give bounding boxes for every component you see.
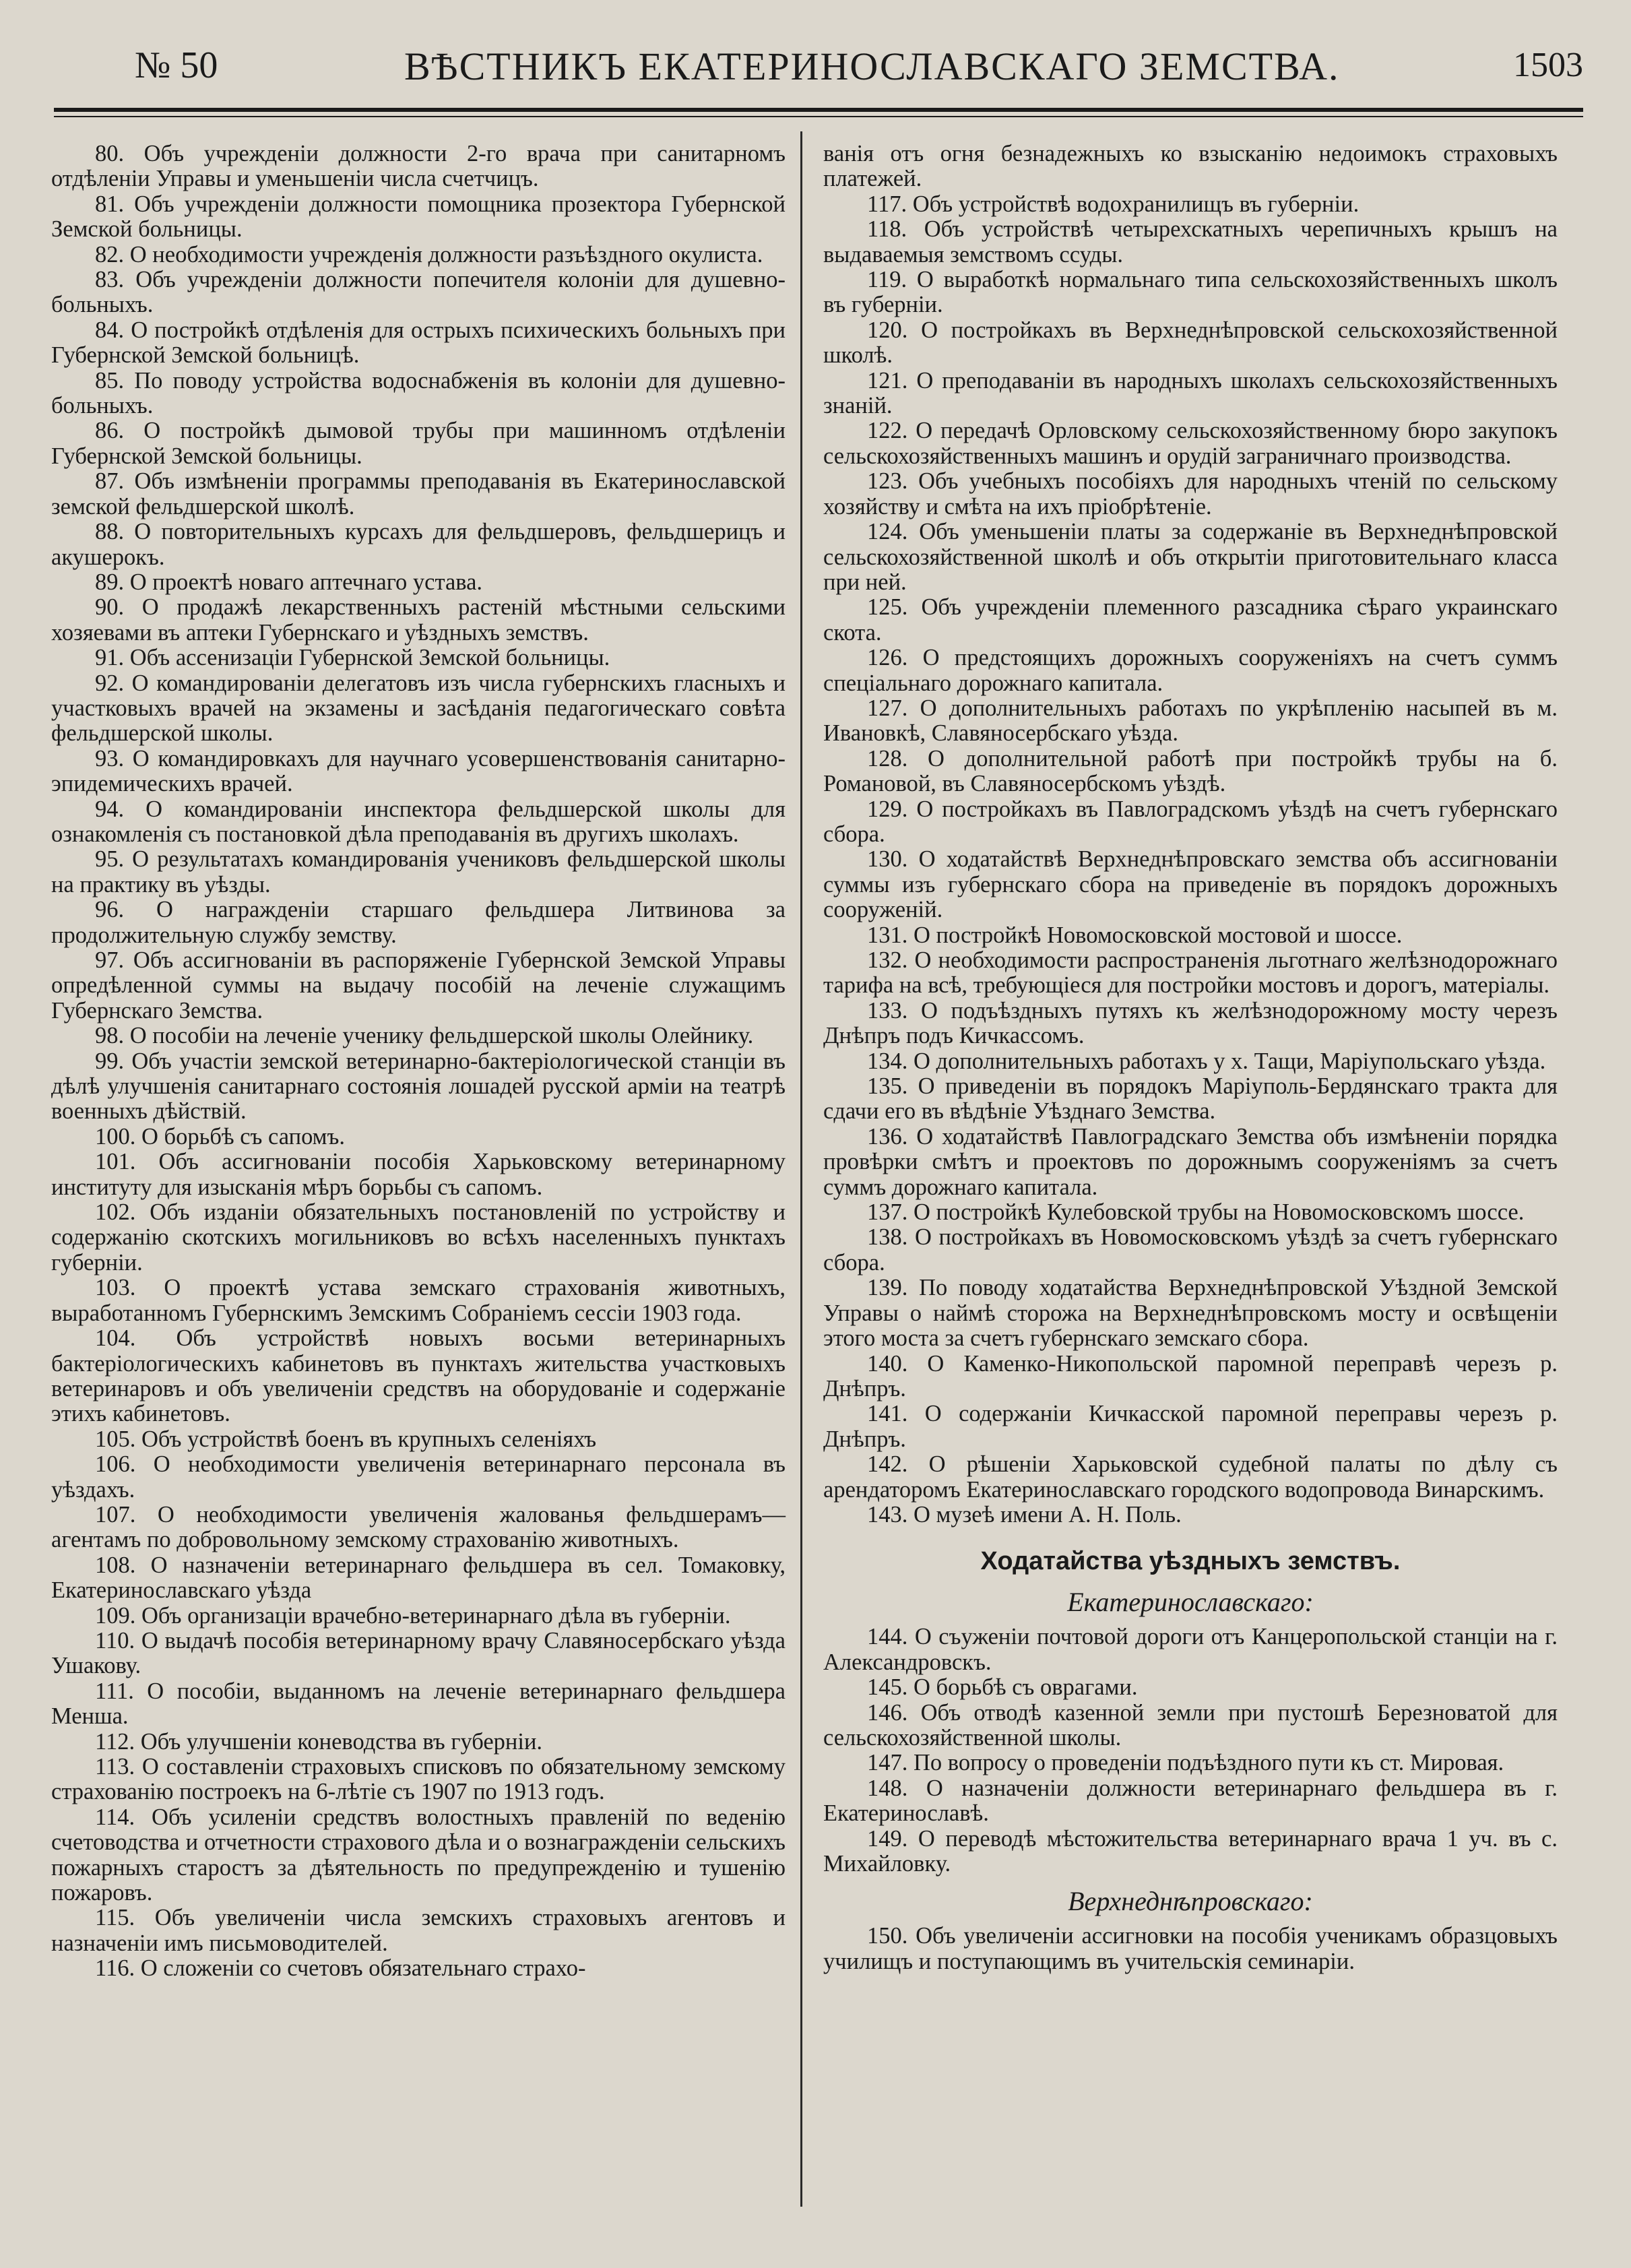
list-item: 142. О рѣшенiи Харьковской судебной палаты по дѣлу съ арендаторомъ Екатеринославскаго городского водопровода Винарскимъ. xyxy=(823,1451,1558,1503)
list-item: 107. О необходимости увеличенiя жалованья фельдшерамъ—агентамъ по добровольному земскому страхованiю животныхъ. xyxy=(51,1501,786,1553)
list-item: 140. О Каменко-Никопольской паромной переправѣ черезъ р. Днѣпръ. xyxy=(823,1350,1558,1401)
list-item: 134. О дополнительныхъ работахъ у х. Тащи, Марiупольскаго уѣзда. xyxy=(867,1048,1546,1074)
list-item: 119. О выработкѣ нормальнаго типа сельскохозяйственныхъ школъ въ губернiи. xyxy=(823,267,1558,318)
list-item: 129. О постройкахъ въ Павлоградскомъ уѣздѣ на счетъ губернскаго сбора. xyxy=(823,796,1558,847)
list-item: 95. О результатахъ командированiя учениковъ фельдшерской школы на практику въ уѣзды. xyxy=(51,846,786,897)
list-item: 116. О сложенiи со счетовъ обязательнаго страхо- xyxy=(95,1955,586,1982)
publication-title: ВѢСТНИКЪ ЕКАТЕРИНОСЛАВСКАГО ЗЕМСТВА. xyxy=(404,44,1340,88)
list-item: 147. По вопросу о проведенiи подъѣздного пути къ ст. Мировая. xyxy=(867,1750,1504,1776)
list-item: 148. О назначенiи должности ветеринарнаго фельдшера въ г. Екатеринославѣ. xyxy=(823,1775,1558,1827)
list-item: 121. О преподаванiи въ народныхъ школахъ сельскохозяйственныхъ знанiй. xyxy=(823,367,1558,419)
list-item-continued: ванiя отъ огня безнадежныхъ ко взысканiю недоимокъ страховыхъ платежей. xyxy=(823,141,1558,192)
list-item: 111. О пособiи, выданномъ на леченiе ветеринарнаго фельдшера Менша. xyxy=(51,1678,786,1730)
list-item: 88. О повторительныхъ курсахъ для фельдшеровъ, фельдшерицъ и акушерокъ. xyxy=(51,519,786,570)
list-item: 114. Объ усиленiи средствъ волостныхъ правленiй по веденiю счетоводства и отчетности страхового дѣла и о вознагражденiи сельскихъ пожарныхъ старостъ за дѣятельность по предупрежденiю и тушенiю пожаровъ. xyxy=(51,1804,786,1906)
list-item: 100. О борьбѣ съ сапомъ. xyxy=(95,1123,345,1149)
list-item: 84. О постройкѣ отдѣленiя для острыхъ психическихъ больныхъ при Губернской Земской больницѣ. xyxy=(51,317,786,369)
list-item: 109. Объ организацiи врачебно-ветеринарнаго дѣла въ губернiи. xyxy=(95,1602,731,1629)
list-item: 108. О назначенiи ветеринарнаго фельдшера въ сел. Томаковку, Екатеринославскаго уѣзда xyxy=(51,1552,786,1604)
subsection-heading-verkhnedneprovsk: Верхнеднѣпровскаго: xyxy=(1068,1886,1313,1917)
list-item: 83. Объ учрежденiи должности попечителя колонiи для душевно-больныхъ. xyxy=(51,267,786,318)
list-item: 110. О выдачѣ пособiя ветеринарному врачу Славяносербскаго уѣзда Ушакову. xyxy=(51,1627,786,1679)
list-item: 128. О дополнительной работѣ при постройкѣ трубы на б. Романовой, въ Славяносербскомъ уѣздѣ. xyxy=(823,745,1558,797)
list-item: 123. Объ учебныхъ пособiяхъ для народныхъ чтенiй по сельскому хозяйству и смѣта на ихъ прiобрѣтенiе. xyxy=(823,468,1558,519)
list-item: 143. О музеѣ имени А. Н. Поль. xyxy=(867,1501,1182,1527)
list-item: 115. Объ увеличенiи числа земскихъ страховыхъ агентовъ и назначенiи имъ письмоводителей. xyxy=(51,1905,786,1956)
list-item: 92. О командированiи делегатовъ изъ числа губернскихъ гласныхъ и участковыхъ врачей на экзамены и засѣданiя педагогическаго совѣта фельдшерской школы. xyxy=(51,670,786,747)
list-item: 105. Объ устройствѣ боенъ въ крупныхъ селенiяхъ xyxy=(95,1426,597,1452)
list-item: 130. О ходатайствѣ Верхнеднѣпровскаго земства объ ассигнованiи суммы изъ губернскаго сбора на приведенiе въ порядокъ дорожныхъ сооруженiй. xyxy=(823,846,1558,923)
right-column xyxy=(823,141,1558,1974)
list-item: 80. Объ учрежденiи должности 2-го врача при санитарномъ отдѣленiи Управы и уменьшенiи числа счетчицъ. xyxy=(51,141,786,192)
list-item: 86. О постройкѣ дымовой трубы при машинномъ отдѣленiи Губернской Земской больницы. xyxy=(51,418,786,469)
list-item: 135. О приведенiи въ порядокъ Марiуполь-Бердянскаго тракта для сдачи его въ вѣдѣнiе Уѣзднаго Земства. xyxy=(823,1073,1558,1125)
page-header xyxy=(54,37,1590,104)
list-item: 120. О постройкахъ въ Верхнеднѣпровской сельскохозяйственной школѣ. xyxy=(823,317,1558,369)
list-item: 125. Объ учрежденiи племенного разсадника сѣраго украинскаго скота. xyxy=(823,594,1558,645)
list-item: 136. О ходатайствѣ Павлоградскаго Земства объ измѣненiи порядка провѣрки смѣтъ и проектовъ по дорожнымъ сооруженiямъ за счетъ суммъ дорожнаго капитала. xyxy=(823,1123,1558,1200)
list-item: 90. О продажѣ лекарственныхъ растенiй мѣстными сельскими хозяевами въ аптеки Губернскаго и уѣздныхъ земствъ. xyxy=(51,594,786,645)
list-item: 113. О составленiи страховыхъ списковъ по обязательному земскому страхованiю построекъ на 6-лѣтiе съ 1907 по 1913 годъ. xyxy=(51,1754,786,1805)
list-item: 85. По поводу устройства водоснабженiя въ колонiи для душевно-больныхъ. xyxy=(51,367,786,419)
list-item: 93. О командировкахъ для научнаго усовершенствованiя санитарно-эпидемическихъ врачей. xyxy=(51,745,786,797)
list-item: 112. Объ улучшенiи коневодства въ губернiи. xyxy=(95,1728,543,1755)
list-item: 144. О съуженiи почтовой дороги отъ Канцеропольской станцiи на г. Александровскъ. xyxy=(823,1624,1558,1675)
list-item: 124. Объ уменьшенiи платы за содержанiе въ Верхнеднѣпровской сельскохозяйственной школѣ и объ открытiи приготовительнаго класса при ней. xyxy=(823,519,1558,595)
header-rule-thin xyxy=(54,116,1583,117)
list-item: 97. Объ ассигнованiи въ распоряженiе Губернской Земской Управы опредѣленной суммы на выдачу пособiй на леченiе служащимъ Губернскаго Земства. xyxy=(51,947,786,1023)
right-items xyxy=(823,192,1558,1528)
list-item: 117. Объ устройствѣ водохранилищъ въ губернiи. xyxy=(867,191,1360,217)
list-item: 106. О необходимости увеличенiя ветеринарнаго персонала въ уѣздахъ. xyxy=(51,1451,786,1503)
list-item: 139. По поводу ходатайства Верхнеднѣпровской Уѣздной Земской Управы о наймѣ сторожа на Верхнеднѣпровскомъ мосту и освѣщенiи этого моста за счетъ губернскаго земскаго сбора. xyxy=(823,1275,1558,1352)
list-item: 98. О пособiи на леченiе ученику фельдшерской школы Олейнику. xyxy=(95,1023,754,1049)
list-item: 104. Объ устройствѣ новыхъ восьми ветеринарныхъ бактерiологическихъ кабинетовъ въ пунктахъ жительства участковыхъ ветеринаровъ и объ увеличенiи средствъ на оборудованiе и содержанiе этихъ кабинетовъ. xyxy=(51,1325,786,1427)
column-divider xyxy=(800,131,802,2207)
list-item: 96. О награжденiи старшаго фельдшера Литвинова за продолжительную службу земству. xyxy=(51,897,786,948)
left-column xyxy=(51,141,786,1982)
list-item: 150. Объ увеличенiи ассигновки на пособiя ученикамъ образцовыхъ училищъ и поступающимъ въ учительскiя семинарiи. xyxy=(823,1923,1558,1974)
issue-number: № 50 xyxy=(135,44,218,86)
subsection-items-verkhnedneprovsk xyxy=(823,1924,1558,1974)
list-item: 101. Объ ассигнованiи пособiя Харьковскому ветеринарному институту для изысканiя мѣръ борьбы съ сапомъ. xyxy=(51,1149,786,1200)
list-item: 89. О проектѣ новаго аптечнаго устава. xyxy=(95,569,483,595)
section-heading: Ходатайства уѣздныхъ земствъ. xyxy=(980,1547,1401,1576)
page-number: 1503 xyxy=(1513,46,1583,84)
list-item: 87. Объ измѣненiи программы преподаванiя въ Екатеринославской земской фельдшерской школѣ. xyxy=(51,468,786,519)
list-item: 126. О предстоящихъ дорожныхъ сооруженiяхъ на счетъ суммъ спецiальнаго дорожнаго капитала. xyxy=(823,645,1558,696)
list-item: 137. О постройкѣ Кулебовской трубы на Новомосковскомъ шоссе. xyxy=(867,1199,1525,1226)
list-item: 146. Объ отводѣ казенной земли при пустошѣ Березноватой для сельскохозяйственной школы. xyxy=(823,1699,1558,1751)
list-item: 82. О необходимости учрежденiя должности разъѣздного окулиста. xyxy=(95,241,763,267)
list-item: 145. О борьбѣ съ оврагами. xyxy=(867,1674,1138,1701)
header-rule-thick xyxy=(54,108,1583,112)
list-item: 81. Объ учрежденiи должности помощника прозектора Губернской Земской больницы. xyxy=(51,191,786,243)
list-item: 103. О проектѣ устава земскаго страхованiя животныхъ, выработанномъ Губернскимъ Земскимъ Собранiемъ сессiи 1903 года. xyxy=(51,1275,786,1326)
list-item: 141. О содержанiи Кичкасской паромной переправы черезъ р. Днѣпръ. xyxy=(823,1401,1558,1452)
list-item: 133. О подъѣздныхъ путяхъ къ желѣзнодорожному мосту черезъ Днѣпръ подъ Кичкассомъ. xyxy=(823,997,1558,1049)
list-item: 91. Объ ассенизацiи Губернской Земской больницы. xyxy=(95,645,610,671)
list-item: 122. О передачѣ Орловскому сельскохозяйственному бюро закупокъ сельскохозяйственныхъ машинъ и орудiй заграничнаго производства. xyxy=(823,418,1558,469)
list-item: 131. О постройкѣ Новомосковской мостовой и шоссе. xyxy=(867,922,1403,948)
list-item: 118. Объ устройствѣ четырехскатныхъ черепичныхъ крышъ на выдаваемыя земствомъ ссуды. xyxy=(823,216,1558,267)
list-item: 94. О командированiи инспектора фельдшерской школы для ознакомленiя съ постановкой дѣла преподаванiя въ другихъ школахъ. xyxy=(51,796,786,847)
list-item: 132. О необходимости распространенiя льготнаго желѣзнодорожнаго тарифа на всѣ, требующiеся для постройки мостовъ и дорогъ, матерiалы. xyxy=(823,947,1558,999)
list-item: 99. Объ участiи земской ветеринарно-бактерiологической станцiи въ дѣлѣ улучшенiя санитарнаго состоянiя лошадей русской армiи на театрѣ военныхъ дѣйствiй. xyxy=(51,1048,786,1125)
list-item: 127. О дополнительныхъ работахъ по укрѣпленiю насыпей въ м. Ивановкѣ, Славяносербскаго уѣзда. xyxy=(823,695,1558,747)
list-item: 138. О постройкахъ въ Новомосковскомъ уѣздѣ за счетъ губернскаго сбора. xyxy=(823,1224,1558,1275)
list-item: 102. Объ изданiи обязательныхъ постановленiй по устройству и содержанiю скотскихъ могильниковъ во всѣхъ населенныхъ пунктахъ губернiи. xyxy=(51,1199,786,1275)
subsection-heading-ekaterinoslav: Екатеринославскаго: xyxy=(1067,1587,1314,1618)
subsection-items-ekaterinoslav xyxy=(823,1625,1558,1877)
list-item: 149. О переводѣ мѣстожительства ветеринарнаго врача 1 уч. въ с. Михайловку. xyxy=(823,1825,1558,1877)
